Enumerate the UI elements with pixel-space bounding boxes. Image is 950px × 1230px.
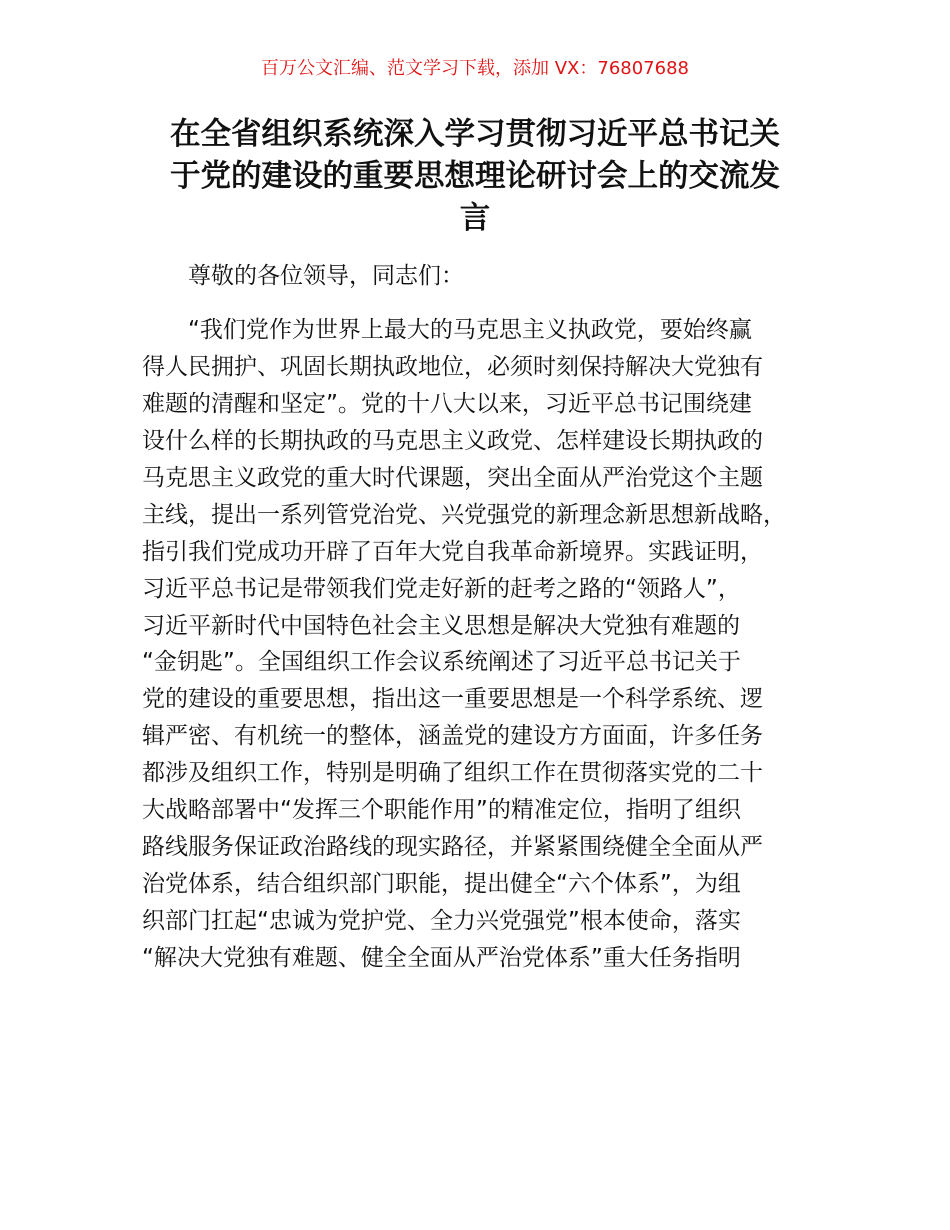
paragraph-line: 治党体系，结合组织部门职能，提出健全“六个体系”，为组: [142, 871, 741, 898]
title-line: 言: [459, 201, 491, 236]
paragraph-line: 都涉及组织工作，特别是明确了组织工作在贯彻落实党的二十: [142, 760, 763, 787]
paragraph-line: 习近平总书记是带领我们党走好新的赶考之路的“领路人”，: [142, 575, 741, 602]
paragraph-line: 设什么样的长期执政的马克思主义政党、怎样建设长期执政的: [142, 427, 763, 454]
paragraph-line: 马克思主义政党的重大时代课题，突出全面从严治党这个主题: [142, 464, 763, 491]
paragraph-line: 大战略部署中“发挥三个职能作用”的精准定位，指明了组织: [142, 797, 741, 824]
paragraph-line: 难题的清醒和坚定”。党的十八大以来，习近平总书记围绕建: [142, 390, 752, 417]
title-line: 在全省组织系统深入学习贯彻习近平总书记关: [170, 117, 780, 152]
paragraph-line: 指引我们党成功开辟了百年大党自我革命新境界。实践证明，: [142, 538, 763, 565]
paragraph-line: 主线，提出一系列管党治党、兴党强党的新理念新思想新战略，: [142, 501, 786, 528]
salutation: 尊敬的各位领导，同志们：: [188, 263, 464, 289]
paragraph-line: 辑严密、有机统一的整体，涵盖党的建设方方面面，许多任务: [142, 723, 763, 750]
paragraph-line: “金钥匙”。全国组织工作会议系统阐述了习近平总书记关于: [142, 649, 741, 676]
body-paragraph: [142, 312, 810, 977]
paragraph-line: 织部门扛起“忠诚为党护党、全力兴党强党”根本使命，落实: [142, 908, 741, 934]
paragraph-line: 党的建设的重要思想，指出这一重要思想是一个科学系统、逻: [142, 686, 763, 713]
paragraph-line: 习近平新时代中国特色社会主义思想是解决大党独有难题的: [142, 612, 740, 639]
paragraph-line: 得人民拥护、巩固长期执政地位，必须时刻保持解决大党独有: [142, 353, 763, 380]
document-title: [140, 114, 810, 240]
paragraph-line: “解决大党独有难题、健全全面从严治党体系”重大任务指明: [142, 944, 741, 971]
header-promo-note: 百万公文汇编、范文学习下载，添加 VX：76807688: [261, 58, 689, 79]
paragraph-line: “我们党作为世界上最大的马克思主义执政党，要始终赢: [188, 317, 752, 343]
paragraph-line: 路线服务保证政治路线的现实路径，并紧紧围绕健全全面从严: [142, 834, 763, 861]
title-line: 于党的建设的重要思想理论研讨会上的交流发: [170, 159, 780, 194]
